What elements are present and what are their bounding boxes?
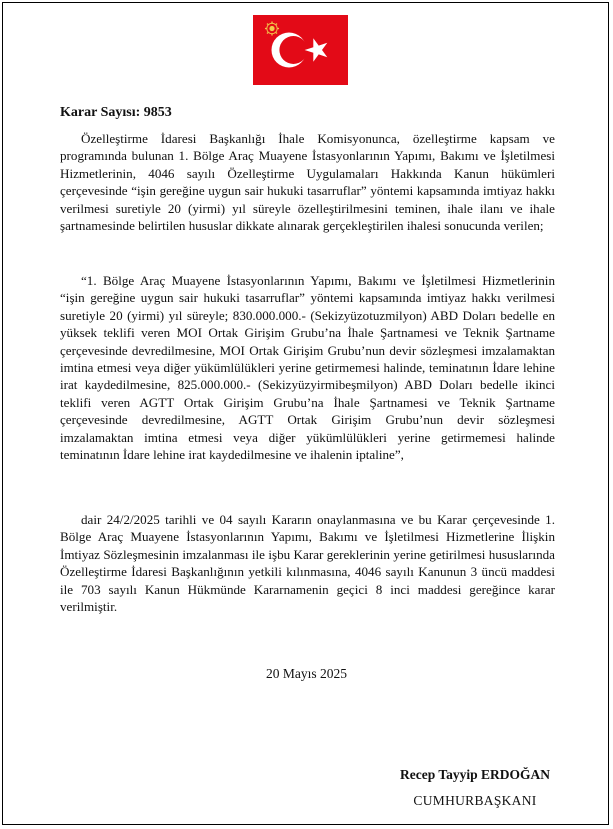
presidential-seal-icon [265, 21, 279, 35]
decision-number: Karar Sayısı: 9853 [60, 105, 172, 120]
quoted-decision-paragraph: “1. Bölge Araç Muayene İstasyonlarının Yapımı, Bakımı ve İşletilmesi Hizmetlerinin “işin gereğine uygun sair hukuki tasarruflar” yöntemi kapsamında imtiyaz hakkı verilmesi suretiyle 20 (yirmi) yıl süreyle; 830.000.000.- (Sekizyüzotuzmilyon) ABD Doları bedelle en yüksek teklifi veren MOI Ortak Girişim Grubu’na İhale Şartnamesi ve Teknik Şartname çerçevesinde devredilmesine, MOI Ortak Girişim Grubu’nun devir sözleşmesi imzalamaktan imtina etmesi veya diğer yükümlülükleri yerine getirmemesi halinde, teminatının İdare lehine irat kaydedilmesine, 825.000.000.- (Sekizyüzyirmibeşmilyon) ABD Doları bedelle ikinci teklifi veren AGTT Ortak Girişim Grubu’na İhale Şartnamesi ve Teknik Şartname çerçevesinde devredilmesine, AGTT Ortak Girişim Grubu’nun devir sözleşmesi imzalamaktan imtina etmesi veya diğer yükümlülükleri yerine getirmemesi halinde teminatının İdare lehine irat kaydedilmesine ve ihalenin iptaline”, [60, 273, 555, 463]
approval-paragraph: dair 24/2/2025 tarihli ve 04 sayılı Kararın onaylanmasına ve bu Karar çerçevesinde 1. Bölge Araç Muayene İstasyonlarının Yapımı, Bakımı ve İşletilmesi Hizmetlerine İlişkin İmtiyaz Sözleşmesinin imzalanması ile işbu Karar gereklerinin yerine getirilmesi hususlarında Özelleştirme İdaresi Başkanlığının yetkili kılınmasına, 4046 sayılı Kanunun 3 üncü maddesi ile 703 sayılı Kanun Hükmünde Kararnamenin geçici 8 inci maddesi gereğince karar verilmiştir. [60, 512, 555, 615]
turkish-flag-icon [253, 15, 348, 85]
signatory-name: Recep Tayyip ERDOĞAN [399, 767, 551, 782]
decision-date: 20 Mayıs 2025 [266, 666, 347, 681]
preamble-paragraph: Özelleştirme İdaresi Başkanlığı İhale Komisyonunca, özelleştirme kapsam ve programında bulunan 1. Bölge Araç Muayene İstasyonlarının Yapımı, Bakımı ve İşletilmesi Hizmetlerinin, 4046 sayılı Özelleştirme Uygulamaları Hakkında Kanun hükümleri çerçevesinde “işin gereğine uygun sair hukuki tasarruflar” yöntemi kapsamında imtiyaz hakkı verilmesi suretiyle 20 (yirmi) yıl süreyle özelleştirilmesini teminen, ihale ilanı ve ihale şartnamesinde belirtilen hususlar dikkate alınarak gerçekleştirilen ihalesi sonucunda verilen; [60, 131, 555, 234]
signatory-title: CUMHURBAŞKANI [413, 793, 537, 808]
